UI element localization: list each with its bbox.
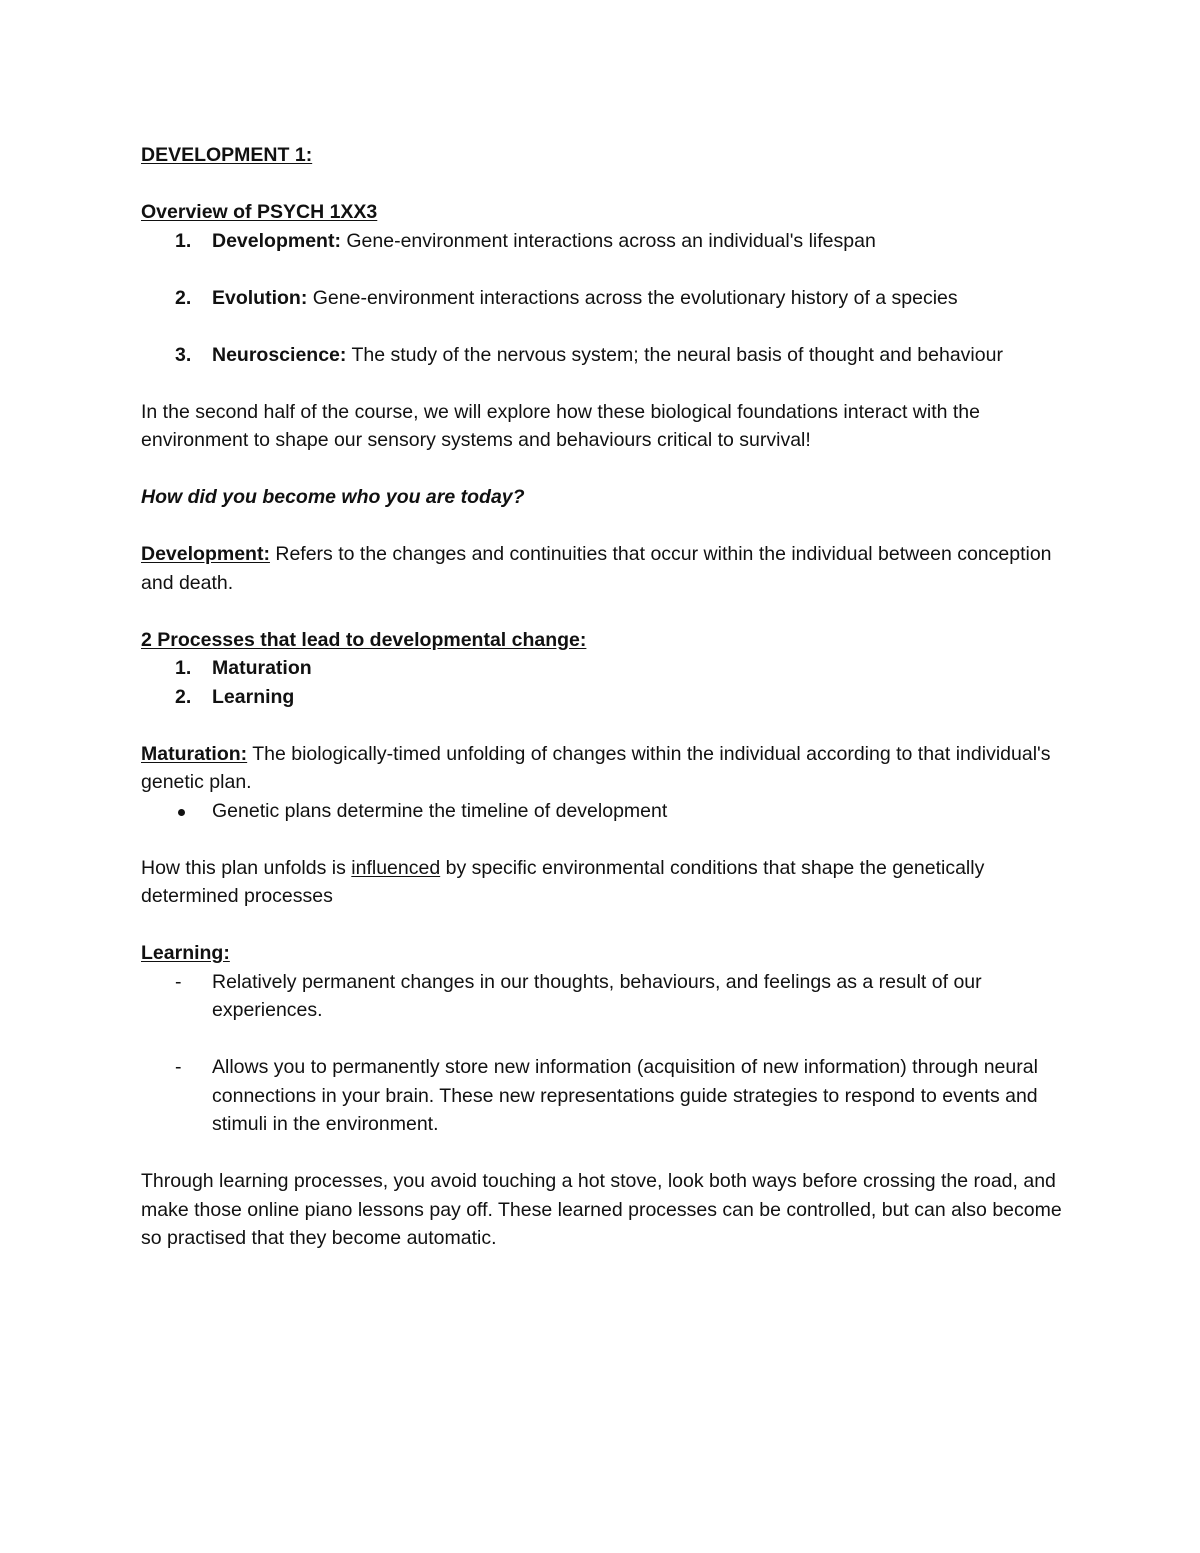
maturation-bullets (141, 797, 1071, 826)
plan-text-before: How this plan unfolds is (141, 856, 352, 879)
list-number: 3. (175, 343, 192, 366)
dash-marker: - (175, 970, 182, 993)
overview-term: Neuroscience: (212, 343, 347, 366)
plan-text-after: by specific environmental conditions that shape the genetically determined processes (141, 856, 985, 907)
dash-marker: - (175, 1056, 182, 1078)
list-number: 1. (175, 657, 192, 679)
definition-term: Maturation: (141, 742, 248, 765)
maturation-definition (141, 740, 1071, 797)
learning-point (141, 1053, 1071, 1139)
overview-heading: Overview of PSYCH 1XX3 (141, 201, 378, 223)
process-item-maturation (141, 654, 1071, 683)
process-label: Learning (212, 685, 295, 708)
overview-item-neuroscience (141, 341, 1071, 370)
overview-item-evolution (141, 284, 1071, 313)
bullet-text: Genetic plans determine the timeline of development (212, 799, 668, 822)
document-heading: DEVELOPMENT 1: (141, 144, 313, 166)
overview-list (141, 227, 1071, 370)
process-item-learning (141, 683, 1071, 712)
process-label: Maturation (212, 657, 312, 679)
document-page (141, 141, 1071, 1253)
overview-term: Development: (212, 229, 341, 252)
bullet-dot-icon (178, 809, 185, 816)
learning-heading: Learning: (141, 942, 230, 964)
learning-point-text: Allows you to permanently store new information (acquisition of new information) through neural connections in your brain. These new representations guide strategies to respond to events and stimuli in the environment. (212, 1056, 1038, 1135)
list-number: 2. (175, 685, 192, 708)
overview-item-development (141, 227, 1071, 256)
processes-heading: 2 Processes that lead to developmental change: (141, 628, 587, 651)
influenced-underlined: influenced (351, 856, 441, 879)
closing-paragraph: Through learning processes, you avoid touching a hot stove, look both ways before crossing the road, and make those online piano lessons pay off. These learned processes can be controlled, but can also become so practised that they become automatic. (141, 1170, 1062, 1249)
list-number: 2. (175, 286, 192, 309)
overview-term: Evolution: (212, 286, 308, 309)
definition-text: Refers to the changes and continuities that occur within the individual between conception and death. (141, 543, 1052, 594)
development-definition (141, 540, 1071, 597)
bullet-item (141, 797, 1071, 826)
learning-point-text: Relatively permanent changes in our thoughts, behaviours, and feelings as a result of our experiences. (212, 970, 982, 1021)
list-number: 1. (175, 229, 192, 252)
learning-points (141, 968, 1071, 1139)
question-heading: How did you become who you are today? (141, 486, 525, 508)
processes-list (141, 654, 1071, 711)
definition-term: Development: (141, 543, 270, 565)
learning-point (141, 968, 1071, 1025)
overview-text: Gene-environment interactions across an individual's lifespan (340, 229, 876, 252)
second-half-paragraph: In the second half of the course, we will explore how these biological foundations interact with the environment to shape our sensory systems and behaviours critical to survival! (141, 400, 980, 451)
plan-paragraph (141, 854, 1071, 911)
overview-text: The study of the nervous system; the neural basis of thought and behaviour (346, 343, 1003, 366)
overview-text: Gene-environment interactions across the evolutionary history of a species (307, 286, 958, 309)
definition-text: The biologically-timed unfolding of changes within the individual according to that individual's genetic plan. (141, 742, 1051, 793)
